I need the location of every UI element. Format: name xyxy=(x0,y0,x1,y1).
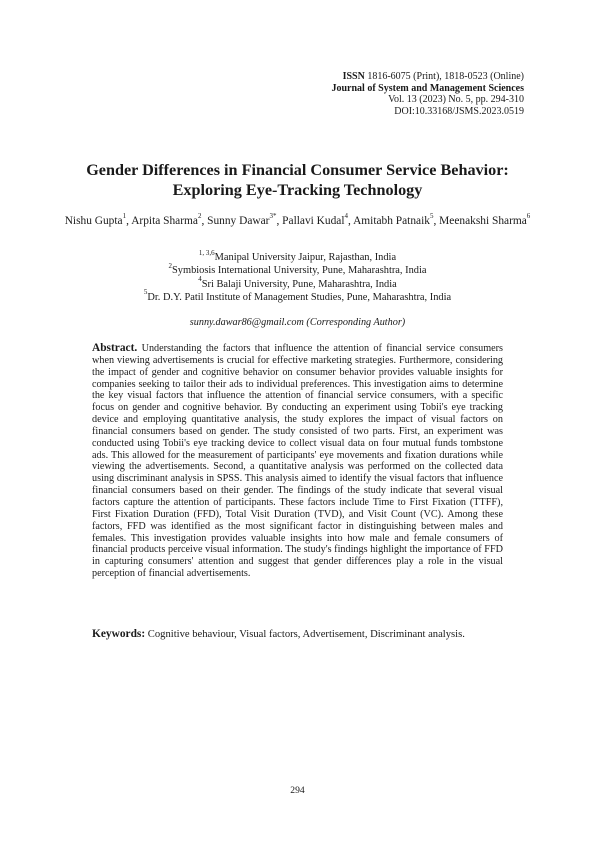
author-sep: , xyxy=(348,215,354,227)
paper-title xyxy=(40,160,555,200)
affiliation-sup: 5 xyxy=(143,288,148,297)
author xyxy=(353,212,440,227)
keywords-label: Keywords: xyxy=(92,628,146,640)
author xyxy=(282,212,354,227)
issn-label: ISSN xyxy=(342,71,365,82)
author-list xyxy=(62,210,533,232)
abstract xyxy=(92,343,503,580)
author-sup: 4 xyxy=(344,212,348,221)
author-name: Nishu Gupta xyxy=(64,215,123,227)
affiliation xyxy=(60,288,535,304)
author-name: Amitabh Patnaik xyxy=(353,215,430,227)
affiliation-text: Manipal University Jaipur, Rajasthan, India xyxy=(214,252,397,263)
title-line-1: Gender Differences in Financial Consumer Service Behavior: xyxy=(86,161,509,179)
abstract-label: Abstract. xyxy=(92,342,138,354)
doi: DOI:10.33168/JSMS.2023.0519 xyxy=(394,105,524,117)
author-name: Sunny Dawar xyxy=(207,215,270,227)
affiliation-list xyxy=(60,248,535,304)
author-name: Arpita Sharma xyxy=(131,215,198,227)
title-line-2: Exploring Eye-Tracking Technology xyxy=(172,181,423,199)
author-sup: 2 xyxy=(197,212,202,221)
author-sup: 6 xyxy=(526,212,531,221)
issn-value: 1816-6075 (Print), 1818-0523 (Online) xyxy=(364,71,524,82)
affiliation-text: Sri Balaji University, Pune, Maharashtra, India xyxy=(201,278,397,290)
issn-line xyxy=(332,71,525,83)
affiliation xyxy=(60,261,535,277)
affiliation-sup: 4 xyxy=(198,275,202,284)
author xyxy=(64,212,132,227)
author-sep: , xyxy=(276,215,283,227)
author xyxy=(131,212,208,227)
author-name: Pallavi Kudal xyxy=(282,215,345,227)
author-sep: , xyxy=(433,215,440,227)
author-sep: , xyxy=(126,215,132,227)
affiliation xyxy=(60,275,535,291)
volume-info: Vol. 13 (2023) No. 5, pp. 294-310 xyxy=(388,94,524,106)
author-name: Meenakshi Sharma xyxy=(439,215,527,227)
abstract-text: Understanding the factors that influence the attention of financial service consumers when viewing advertisements is crucial for effective marketing strategies. Furthermore, considering the impact of gender and cognitive behavior on consumer behavior provides valuable insights for companies seeking to tailor their ads to individual preferences. This investigation aims to determine the key visual factors that influence the attention of financial service consumers, with a specific focus on gender and cognitive behavior. By conducting an experiment using Tobii's eye tracking device and employing quantitative analysis, the study explores the impact of visual factors on financial consumers based on gender. The study consisted of two parts. First, an experiment was conducted using Tobii's eye tracking device to collect visual data on four mutual funds tombstone ads. This allowed for the measurement of participants' eye movements and fixation durations while viewing the advertisements. Second, a quantitative analysis was performed on the collected data using discriminant analysis in SPSS. This analysis aimed to identify the visual factors that influence financial consumers based on their gender. The findings of the study indicate that several visual factors capture the attention of participants. These factors include Time to First Fixation (TTFF), First Fixation Duration (FFD), Total Visit Duration (TVD), and Visit Count (VC). Among these factors, FFD was identified as the most significant factor in distinguishing between males and females. This investigation provides valuable insights into how male and female consumers of financial products perceive visual information. The study's findings highlight the importance of FFD in capturing consumers' attention and suggest that gender differences play a role in the visual perception of financial advertisements. xyxy=(92,343,503,580)
affiliation-text: Symbiosis International University, Pune, Maharashtra, India xyxy=(172,265,427,277)
author-sup: 3* xyxy=(269,212,277,221)
journal-header xyxy=(332,71,525,117)
keywords-text: Cognitive behaviour, Visual factors, Advertisement, Discriminant analysis. xyxy=(145,629,465,640)
affiliation-sup: 2 xyxy=(168,261,173,270)
corresponding-email: sunny.dawar86@gmail.com (Corresponding Author) xyxy=(189,317,406,328)
keywords xyxy=(92,628,503,641)
author-sup: 1 xyxy=(122,212,127,221)
affiliation-sup: 1, 3,6 xyxy=(198,248,215,257)
journal-name: Journal of System and Management Sciences xyxy=(331,82,524,94)
author xyxy=(439,212,531,227)
page-number: 294 xyxy=(290,785,305,796)
author xyxy=(207,212,283,227)
affiliation xyxy=(60,248,535,264)
author-sep: , xyxy=(201,215,208,227)
affiliation-text: Dr. D.Y. Patil Institute of Management Studies, Pune, Maharashtra, India xyxy=(147,291,452,303)
author-sup: 5 xyxy=(429,212,434,221)
